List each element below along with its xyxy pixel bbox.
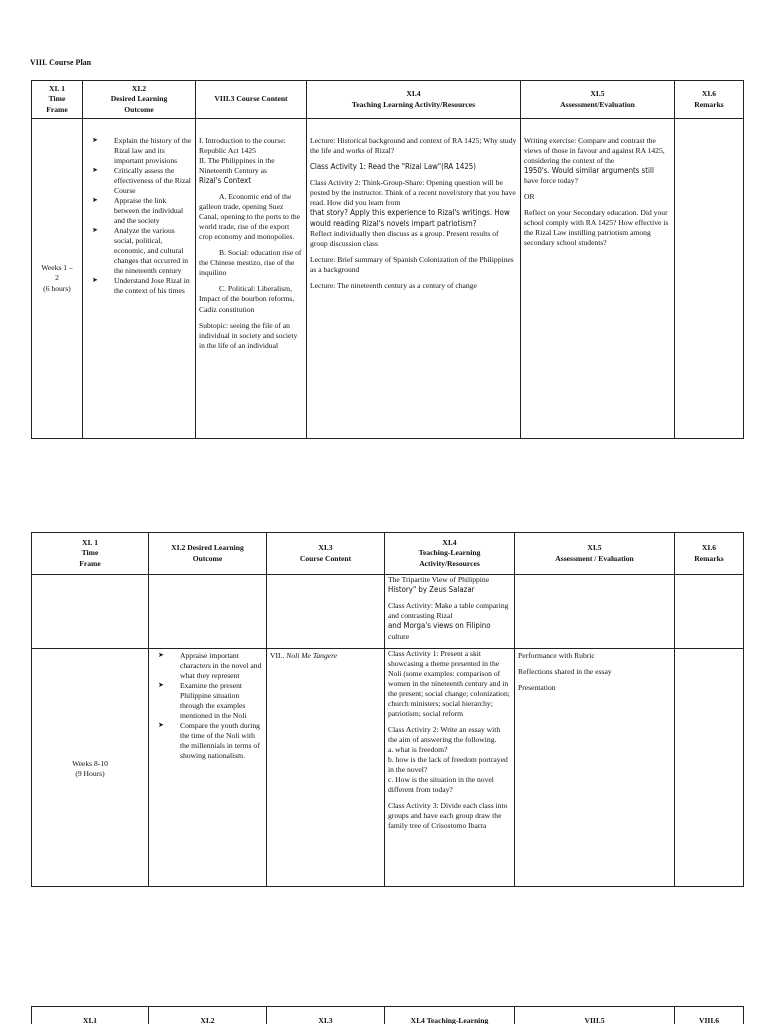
- list-item: ➤ Compare the youth during the time of the Noli with the millennials in terms of showing nationalism.: [152, 721, 263, 761]
- header-assessment: XI.5 Assessment/Evaluation: [521, 81, 675, 119]
- header-time-frame: XI.1: [32, 1007, 149, 1024]
- assessment-cell: Performance with Rubric Reflections shared in the essay Presentation: [515, 649, 675, 887]
- outcome-cell: [149, 575, 267, 649]
- activity-cell: Lecture: Historical background and context of RA 1425; Why study the life and works of Rizal? Class Activity 1: Read the "Rizal Law"(RA 1425) Class Activity 2: Think-Group-Share: Opening question will be posted by the instructor. Think of a recent novel/story that you have read. How did you learn from that story? Apply this experience to Rizal's writings. How would reading Rizal's novels impart patriotism? Reflect individually then discuss as a group. Present results of group discussion class Lecture: Brief summary of Spanish Colonization of the Philippines as a background Lecture: The nineteenth century as a century of change: [307, 119, 521, 439]
- list-item: ➤ Critically assess the effectiveness of the Rizal Course: [86, 166, 192, 196]
- outcome-cell: [149, 649, 267, 887]
- list-item: ➤ Analyze the various social, political, economic, and cultural changes that occurred in the nineteenth century: [86, 226, 192, 276]
- section-title: VIII. Course Plan: [30, 58, 92, 67]
- header-content: XI.3: [267, 1007, 385, 1024]
- content-cell: I. Introduction to the course: Republic Act 1425 II. The Philippines in the Nineteenth Century as Rizal's Context A. Economic end of the galleon trade, opening Suez Canal, opening to the ports to the world trade, rise of the export crop economy and monopolies. B. Social: education rise of the Chinese mestizo, rise of the inquilino C. Political: Liberalism, Impact of the bourbon reforms, Cadiz constitution Subtopic: seeing the file of an individual in society and society in the life of an individual: [196, 119, 307, 439]
- header-activity: XI.4 Teaching Learning Activity/Resources: [307, 81, 521, 119]
- time-frame-cell: [32, 575, 149, 649]
- course-plan-table-1: [31, 80, 744, 439]
- remarks-cell: [675, 119, 744, 439]
- header-remarks: XI.6 Remarks: [675, 533, 744, 575]
- remarks-cell: [675, 649, 744, 887]
- list-item: ➤ Explain the history of the Rizal law and its important provisions: [86, 136, 192, 166]
- course-plan-table-2: [31, 532, 744, 887]
- time-frame-cell: Weeks 8-10 (9 Hours): [32, 649, 149, 887]
- activity-cell: The Tripartite View of Philippine History" by Zeus Salazar Class Activity: Make a table comparing and contrasting Rizal and Morga's views on Filipino culture: [385, 575, 515, 649]
- header-activity: XI.4 Teaching-Learning: [385, 1007, 515, 1024]
- assessment-cell: [515, 575, 675, 649]
- list-item: ➤ Understand Jose Rizal in the context of his times: [86, 276, 192, 296]
- header-outcome: XI.2: [149, 1007, 267, 1024]
- header-time-frame: XI. 1 Time Frame: [32, 81, 83, 119]
- activity-cell: Class Activity 1: Present a skit showcasing a theme presented in the Noli (some examples: comparison of women in the nineteenth century and in the present; social change; colonization; church ministers; social hierarchy; patriotism; social reform Class Activity 2: Write an essay with the aim of answering the following. a. what is freedom? b. how is the lack of freedom portrayed in the novel? c. How is the situation in the novel different from today? Class Activity 3: Divide each class into groups and have each group draw the family tree of Crisostomo Ibarra: [385, 649, 515, 887]
- header-content: XI.3 Course Content: [267, 533, 385, 575]
- header-time-frame: XI. 1 Time Frame: [32, 533, 149, 575]
- header-content: VIII.3 Course Content: [196, 81, 307, 119]
- time-frame-cell: Weeks 1 – 2 (6 hours): [32, 119, 83, 439]
- header-activity: XI.4 Teaching-Learning Activity/Resources: [385, 533, 515, 575]
- content-cell: VII.. Noli Me Tangere: [267, 649, 385, 887]
- list-item: ➤ Appraise important characters in the novel and what they represent: [152, 651, 263, 681]
- header-assessment: XI.5 Assessment / Evaluation: [515, 533, 675, 575]
- header-assessment: VIII.5: [515, 1007, 675, 1024]
- header-outcome: XI.2 Desired Learning Outcome: [149, 533, 267, 575]
- header-remarks: XI.6 Remarks: [675, 81, 744, 119]
- remarks-cell: [675, 575, 744, 649]
- outcome-cell: [83, 119, 196, 439]
- list-item: ➤ Examine the present Philippine situation through the examples mentioned in the Noli: [152, 681, 263, 721]
- assessment-cell: Writing exercise: Compare and contrast the views of those in favour and against RA 1425, considering the context of the 1950's. Would similar arguments still have force today? OR Reflect on your Secondary education. Did your school comply with RA 1425? How effective is the Rizal Law instilling patriotism among secondary school students?: [521, 119, 675, 439]
- header-remarks: VIII.6: [675, 1007, 744, 1024]
- list-item: ➤ Appraise the link between the individual and the society: [86, 196, 192, 226]
- header-outcome: XI.2 Desired Learning Outcome: [83, 81, 196, 119]
- content-cell: [267, 575, 385, 649]
- course-plan-table-3: [31, 1006, 744, 1024]
